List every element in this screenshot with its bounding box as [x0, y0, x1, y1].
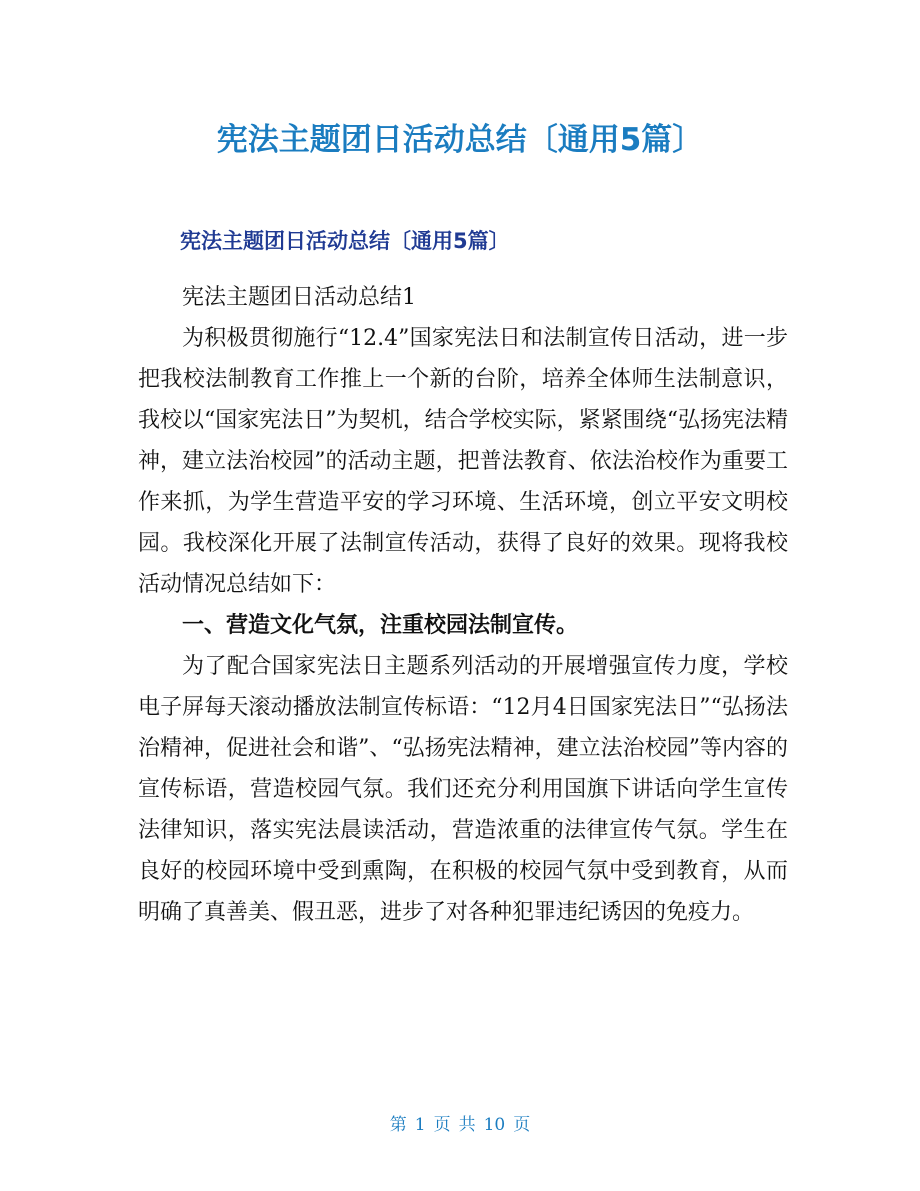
paragraph-article-heading: 宪法主题团日活动总结1: [182, 285, 416, 310]
footer-label-total: 共: [458, 1115, 476, 1135]
footer-page-total: 10: [483, 1115, 506, 1135]
section-heading-1: 一、营造文化气氛，注重校园法制宣传。: [182, 613, 579, 638]
paragraph-intro: 为积极贯彻施行“12.4”国家宪法日和法制宣传日活动，进一步把我校法制教育工作推上一个新的台阶，培养全体师生法制意识，我校以“国家宪法日”为契机，结合学校实际，紧紧围绕“弘扬宪法精神，建立法治校园”的活动主题，把普法教育、依法治校作为重要工作来抓，为学生营造平安的学习环境、生活环境，创立平安文明校园。我校深化开展了法制宣传活动，获得了良好的效果。现将我校活动情况总结如下：: [138, 326, 788, 597]
document-subtitle: 宪法主题团日活动总结〔通用5篇〕: [180, 229, 510, 253]
footer-prefix: 第: [389, 1115, 407, 1135]
paragraph-section-1: 为了配合国家宪法日主题系列活动的开展增强宣传力度，学校电子屏每天滚动播放法制宣传标语：“12月4日国家宪法日”“弘扬法治精神，促进社会和谐”、“弘扬宪法精神，建立法治校园”等内容的宣传标语，营造校园气氛。我们还充分利用国旗下讲话向学生宣传法律知识，落实宪法晨读活动，营造浓重的法律宣传气氛。学生在良好的校园环境中受到熏陶，在积极的校园气氛中受到教育，从而明确了真善美、假丑恶，进步了对各种犯罪违纪诱因的免疫力。: [138, 654, 788, 925]
page-footer: [0, 1113, 920, 1137]
document-title: 宪法主题团日活动总结〔通用5篇〕: [216, 122, 704, 158]
footer-page-current: 1: [414, 1115, 426, 1135]
footer-label-page: 页: [433, 1115, 451, 1135]
footer-label-page-end: 页: [513, 1115, 531, 1135]
document-body: [138, 277, 788, 933]
